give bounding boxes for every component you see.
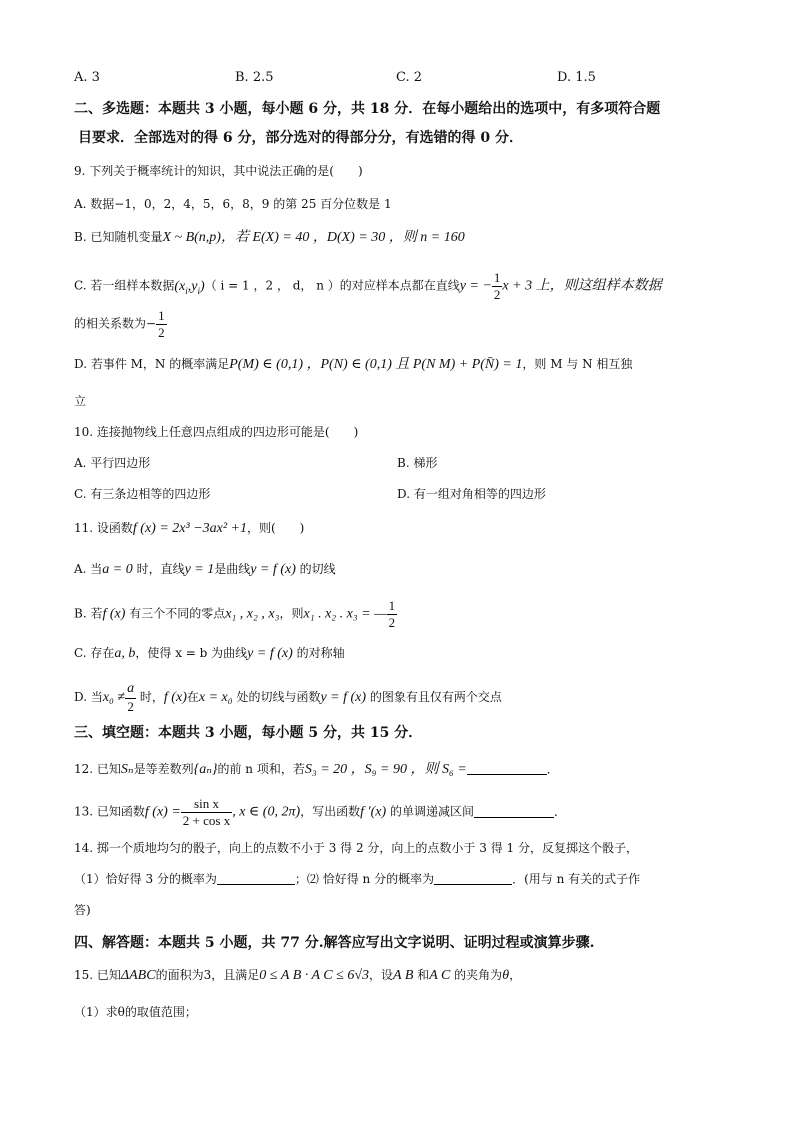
- q9-option-c-line2: 的相关系数为− $\frac{1}{2}$: [74, 308, 165, 340]
- q12: 12. 已知Sₙ是等差数列{aₙ}的前 n 项和，若S₃ = 20 ，S₉ = 90 ，则 S₆ = ．: [74, 762, 559, 777]
- q10-option-a: A. 平行四边形: [74, 456, 151, 470]
- a-over-2-fraction: $\frac{a}{2}$: [127, 681, 135, 714]
- q13-answer-blank[interactable]: [474, 805, 554, 818]
- one-half-fraction: $\frac{1}{2}$: [493, 270, 501, 302]
- sample-data-math: $(x_i,y_i)$: [174, 278, 205, 296]
- q13: 13. 已知函数f (x) = $\frac{\text{sin x}}{\text{2 + cos x}}$ , x ∈ (0, 2π)，写出函数f ′(x) 的单调递减区间 ．: [74, 796, 566, 828]
- q10-option-b: B. 梯形: [397, 456, 438, 470]
- q15-part1: （1）求θ的取值范围；: [74, 1005, 197, 1019]
- q9-option-d-line2: 立: [74, 394, 87, 408]
- q12-answer-blank[interactable]: [467, 762, 547, 775]
- q14-line1: 14. 掷一个质地均匀的骰子，向上的点数不小于 3 得 2 分，向上的点数小于 3 得 1 分，反复掷这个骰子，: [74, 841, 638, 855]
- section2-heading-line1: 二、多选题：本题共 3 小题，每小题 6 分，共 18 分．在每小题给出的选项中，有多项符合题: [74, 101, 661, 117]
- q14-line2: （1）恰好得 3 分的概率为 ；⑵ 恰好得 n 分的概率为 ．(用与 n 有关的式子作: [74, 872, 641, 886]
- q14-answer-blank-2[interactable]: [434, 872, 512, 885]
- q8-option-b: B. 2.5: [235, 70, 274, 85]
- q8-option-a: A. 3: [74, 70, 100, 85]
- q8-option-d: D. 1.5: [557, 70, 596, 85]
- section4-heading: 四、解答题：本题共 5 小题，共 77 分.解答应写出文字说明、证明过程或演算步骤.: [74, 935, 595, 951]
- q9-option-b: B. 已知随机变量X ~ B(n,p)，若 E(X) = 40 ，D(X) = 30 ，则 n = 160: [74, 230, 465, 245]
- q11-option-c: C. 存在a, b，使得 x = b 为曲线y = f (x) 的对称轴: [74, 646, 345, 661]
- q9-stem: 9. 下列关于概率统计的知识，其中说法正确的是( ): [74, 164, 363, 178]
- sin-over-cos-fraction: $\frac{\text{sin x}}{\text{2 + cos x}}$: [182, 796, 231, 828]
- q10-option-c: C. 有三条边相等的四边形: [74, 487, 211, 501]
- q9-option-a: A. 数据−1，0，2，4，5，6，8，9 的第 25 百分位数是 1: [74, 197, 392, 211]
- q11-option-b: B. 若f (x) 有三个不同的零点x₁ , x₂ , x₃，则x₁ . x₂ . x₃ = — $\frac{1}{2}$: [74, 598, 396, 630]
- q14-line3: 答): [74, 903, 91, 917]
- section2-heading-line2: 目要求．全部选对的得 6 分，部分选对的得部分分，有选错的得 0 分．: [78, 130, 523, 146]
- one-half-fraction: $\frac{1}{2}$: [388, 598, 396, 630]
- q11-option-a: A. 当a = 0 时，直线y = 1是曲线y = f (x) 的切线: [74, 562, 336, 577]
- one-half-fraction: $\frac{1}{2}$: [158, 308, 165, 340]
- q8-option-c: C. 2: [396, 70, 423, 85]
- section3-heading: 三、填空题：本题共 3 小题，每小题 5 分，共 15 分．: [74, 725, 423, 741]
- q14-answer-blank-1[interactable]: [217, 872, 295, 885]
- q11-stem: 11. 设函数f (x) = 2x³ −3ax² +1，则( ): [74, 521, 305, 536]
- q9-option-d: D. 若事件 M，N 的概率满足P(M) ∈ (0,1) ，P(N) ∈ (0,1) 且 P(N M) + P(N̄) = 1，则 M 与 N 相互独: [74, 357, 633, 372]
- q10-option-d: D. 有一组对角相等的四边形: [397, 487, 546, 501]
- q9-option-c: C. 若一组样本数据$(x_i,y_i)$（ i = 1 ，2 ， d， n ）的对应样本点都在直线y = − $\frac{1}{2}$ x + 3 上，则这组样本数据: [74, 270, 662, 302]
- q15: 15. 已知ΔABC的面积为3，且满足0 ≤ A B · A C ≤ 6√3，设A B 和A C 的夹角为θ，: [74, 968, 522, 983]
- q11-option-d: D. 当x₀ ≠ $\frac{a}{2}$ 时，f (x)在x = x₀ 处的切线与函数y = f (x) 的图象有且仅有两个交点: [74, 681, 502, 714]
- q10-stem: 10. 连接抛物线上任意四点组成的四边形可能是( ): [74, 425, 359, 439]
